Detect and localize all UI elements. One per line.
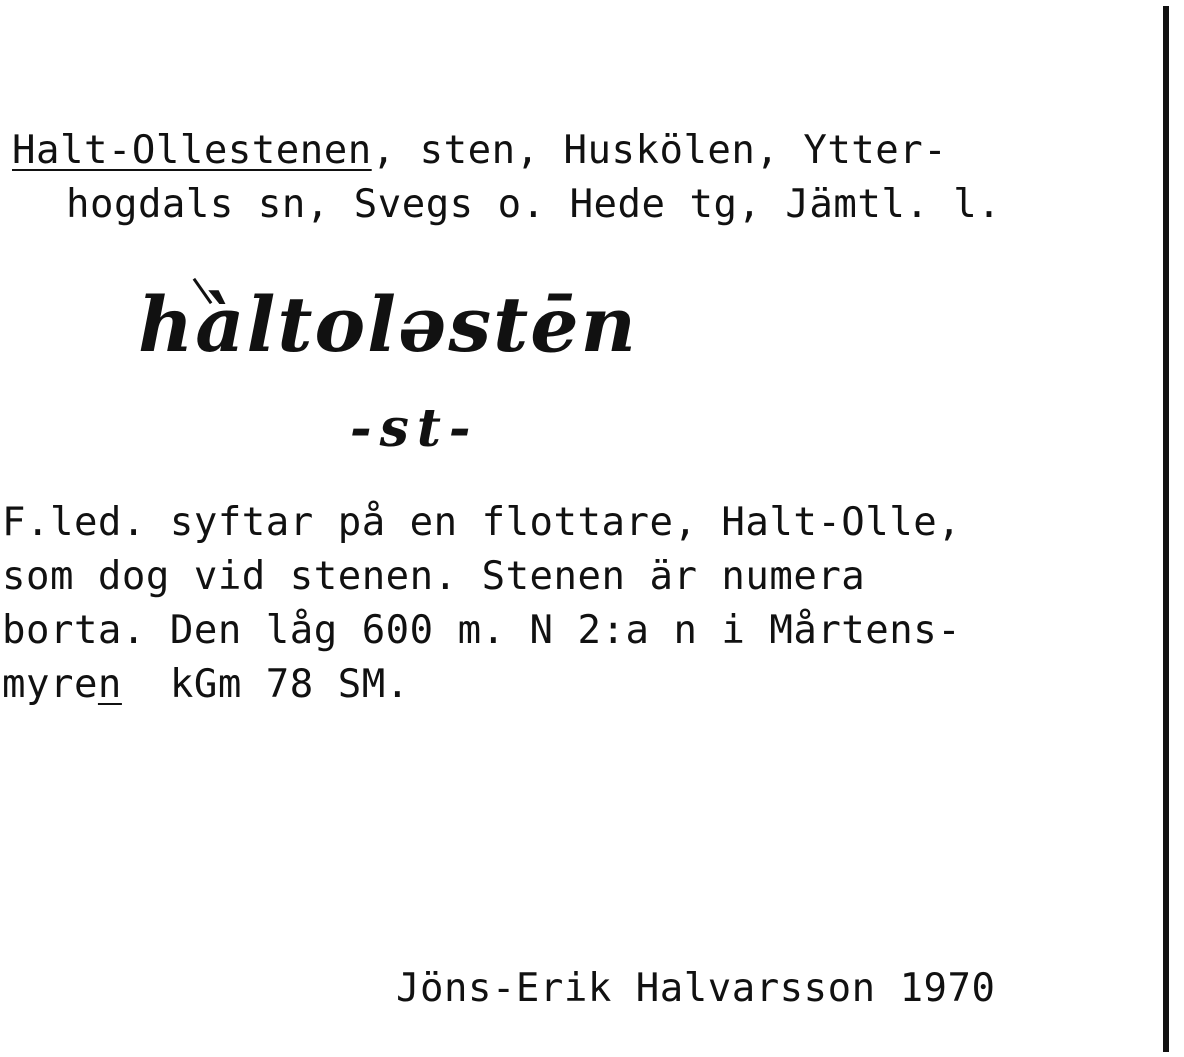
entry-line-1 [12, 124, 947, 178]
entry-line-1-rest: , sten, Huskölen, Ytter- [371, 128, 948, 173]
description-block [2, 496, 961, 712]
headword: Halt-Ollestenen [12, 128, 372, 173]
pronunciation-handwritten: hàltolәstēn [138, 280, 638, 369]
description-line-3: borta. Den låg 600 m. N 2:a n i Mårtens- [2, 608, 962, 653]
description-line-4-underlined: n [97, 662, 122, 707]
pronunciation-note: -st- [350, 398, 479, 459]
description-line-1: F.led. syftar på en flottare, Halt-Olle, [2, 500, 962, 545]
card-edge-line [1163, 6, 1169, 1052]
entry-line-2: hogdals sn, Svegs o. Hede tg, Jämtl. l. [66, 182, 1002, 227]
description-line-4-start: myre [2, 662, 98, 707]
description-line-2: som dog vid stenen. Stenen är numera [2, 554, 866, 599]
description-line-4-end: kGm 78 SM. [121, 662, 410, 707]
signature: Jöns-Erik Halvarsson 1970 [396, 966, 996, 1011]
